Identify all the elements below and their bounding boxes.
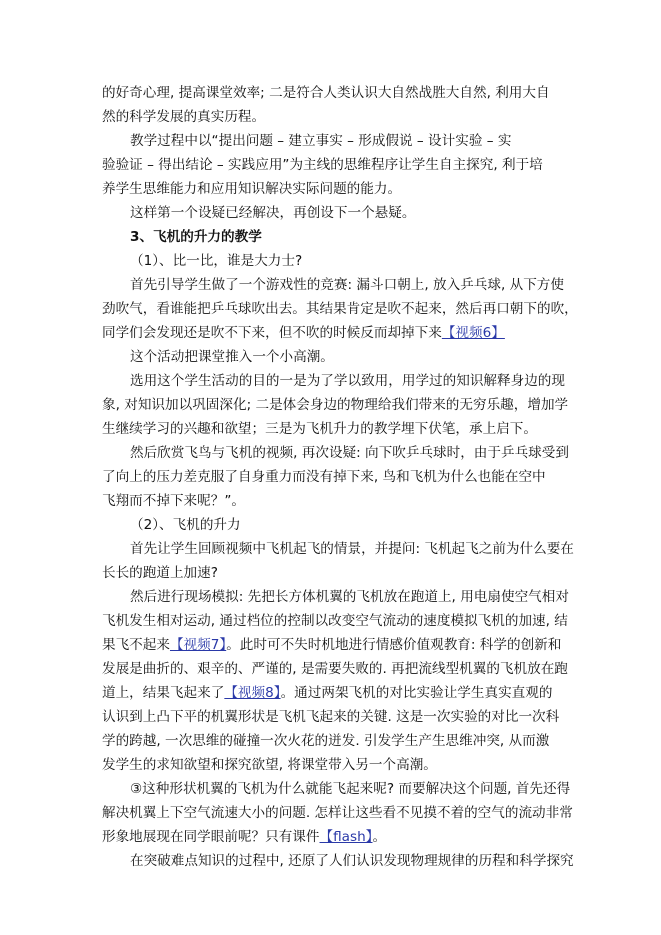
text-line: 首先让学生回顾视频中飞机起飞的情景，并提问: 飞机起飞之前为什么要在 <box>130 541 574 557</box>
text-line: 首先引导学生做了一个游戏性的竞赛: 漏斗口朝上, 放入乒乓球, 从下方使 <box>130 277 564 293</box>
text-line: 这个活动把课堂推入一个小高潮。 <box>130 349 334 365</box>
video-8-link[interactable]: 【视频8】 <box>224 685 281 701</box>
text-line: 的好奇心理, 提高课堂效率; 二是符合人类认识大自然战胜大自然, 利用大自 <box>102 85 550 101</box>
text-line: 然的科学发展的真实历程。 <box>102 109 266 125</box>
text-line <box>102 322 505 344</box>
text-line <box>102 682 552 704</box>
text-span: 果飞不起来 <box>102 637 170 653</box>
text-line: 验验证 – 得出结论 – 实践应用”为主线的思维程序让学生自主探究, 利于培 <box>102 157 543 173</box>
text-line: 养学生思维能力和应用知识解决实际问题的能力。 <box>102 181 402 197</box>
text-line: 象, 对知识加以巩固深化; 二是体会身边的物理给我们带来的无穷乐趣，增加学 <box>102 397 569 413</box>
text-line: 发展是曲折的、艰辛的、严谨的, 是需要失败的. 再把流线型机翼的飞机放在跑 <box>102 661 568 677</box>
text-span: 同学们会发现还是吹不下来，但不吹的时候反而却掉下来 <box>102 325 442 341</box>
text-line <box>102 634 561 656</box>
text-line: 教学过程中以“提出问题 – 建立事实 – 形成假说 – 设计实验 – 实 <box>130 133 512 149</box>
text-span: 。此时可不失时机地进行情感价值观教育: 科学的创新和 <box>226 637 562 653</box>
video-6-link[interactable]: 【视频6】 <box>441 325 505 341</box>
subsection-heading: （2）、飞机的升力 <box>130 517 241 533</box>
text-line: 解决机翼上下空气流速大小的问题. 怎样让这些看不见摸不着的空气的流动非常 <box>102 805 573 821</box>
text-line: ③这种形状机翼的飞机为什么就能飞起来呢? 而要解决这个问题, 首先还得 <box>130 781 571 797</box>
text-line: 劲吹气，看谁能把乒乓球吹出去。其结果肯定是吹不起来，然后再口朝下的吹， <box>102 301 578 317</box>
text-line: 了向上的压力差克服了自身重力而没有掉下来, 鸟和飞机为什么也能在空中 <box>102 469 546 485</box>
text-line: 生继续学习的兴趣和欲望；三是为飞机升力的教学埋下伏笔，承上启下。 <box>102 421 537 437</box>
text-span: 道上，结果飞起来了 <box>102 685 225 701</box>
text-line: 选用这个学生活动的目的一是为了学以致用，用学过的知识解释身边的现 <box>130 373 565 389</box>
text-line: 在突破难点知识的过程中, 还原了人们认识发现物理规律的历程和科学探究 <box>130 853 574 869</box>
text-line: 飞翔而不掉下来呢？”。 <box>102 493 245 509</box>
section-heading: 3、飞机的升力的教学 <box>130 229 262 245</box>
text-line: 然后欣赏飞鸟与飞机的视频, 再次设疑: 向下吹乒乓球时，由于乒乓球受到 <box>130 445 569 461</box>
text-line: 飞机发生相对运动, 通过档位的控制以改变空气流动的速度模拟飞机的加速, 结 <box>102 613 568 629</box>
text-line: 学的跨越, 一次思维的碰撞一次火花的迸发. 引发学生产生思维冲突, 从而激 <box>102 733 550 749</box>
text-line: 然后进行现场模拟: 先把长方体机翼的飞机放在跑道上, 用电扇使空气相对 <box>130 589 569 605</box>
text-span: 。通过两架飞机的对比实验让学生真实直观的 <box>280 685 553 701</box>
subsection-heading: （1）、比一比，谁是大力士? <box>130 253 303 269</box>
text-span: 形象地展现在同学眼前呢？只有课件 <box>102 829 320 845</box>
text-line <box>102 826 386 848</box>
text-span: 。 <box>372 829 387 845</box>
text-line: 认识到上凸下平的机翼形状是飞机飞起来的关键. 这是一次实验的对比一次科 <box>102 709 560 725</box>
video-7-link[interactable]: 【视频7】 <box>169 637 227 653</box>
text-line: 长长的跑道上加速? <box>102 565 218 581</box>
flash-link[interactable]: 【flash】 <box>319 829 373 845</box>
text-line: 发学生的求知欲望和探究欲望, 将课堂带入另一个高潮。 <box>102 757 437 773</box>
text-line: 这样第一个设疑已经解决，再创设下一个悬疑。 <box>130 205 416 221</box>
